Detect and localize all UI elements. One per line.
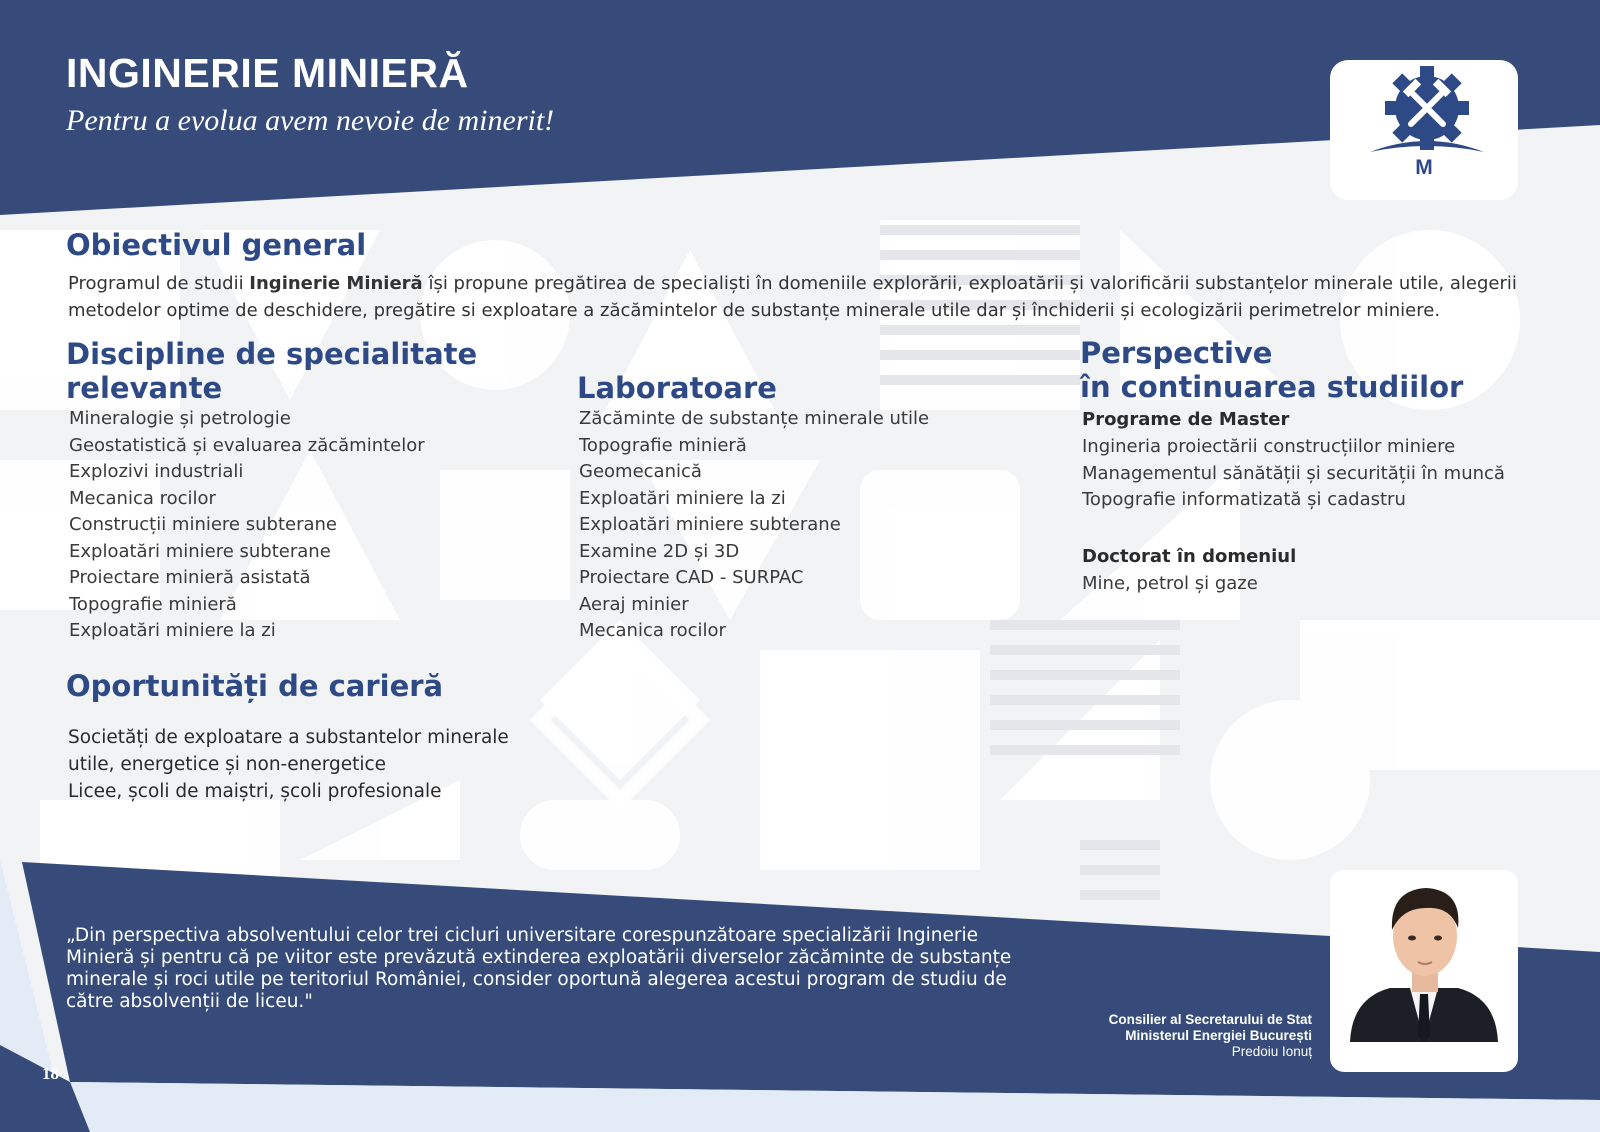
list-item: Mineralogie și petrologie	[69, 408, 291, 429]
master-list	[1082, 434, 1505, 514]
page-number: 18	[42, 1064, 59, 1083]
logo-letter: M	[1415, 156, 1433, 179]
disciplines-heading-line1: Discipline de specialitate	[66, 337, 478, 371]
list-item: Aeraj minier	[579, 593, 689, 615]
objective-heading: Obiectivul general	[66, 228, 367, 262]
doctorate-heading: Doctorat în domeniul	[1082, 546, 1297, 567]
gear-pickaxe-icon	[1330, 60, 1518, 160]
labs-list	[579, 406, 929, 645]
list-item: Construcții miniere subterane	[69, 514, 337, 535]
list-item: Geostatistică și evaluarea zăcămintelor	[69, 434, 425, 456]
author-role-line2: Ministerul Energiei București	[1125, 1028, 1312, 1043]
list-item: Exploatări miniere la zi	[579, 487, 786, 509]
page-subtitle: Pentru a evolua avem nevoie de minerit!	[66, 104, 555, 137]
page-title: INGINERIE MINIERĂ	[66, 50, 469, 96]
list-item: Managementul sănătății și securității în muncă	[1082, 462, 1505, 484]
list-item: Explozivi industriali	[69, 461, 244, 482]
disciplines-heading	[66, 337, 477, 405]
objective-program-name: Inginerie Minieră	[249, 273, 423, 294]
author-role-line1: Consilier al Secretarului de Stat	[1108, 1012, 1312, 1027]
list-item: Geomecanică	[579, 461, 702, 482]
careers-heading: Oportunități de carieră	[66, 669, 444, 703]
objective-text	[68, 270, 1528, 324]
list-item: Proiectare minieră asistată	[69, 567, 311, 588]
careers-list	[68, 724, 528, 805]
list-item: Mine, petrol și gaze	[1082, 573, 1258, 594]
objective-text-start: Programul de studii	[68, 273, 250, 294]
list-item: Exploatări miniere la zi	[69, 620, 276, 641]
author-name: Predoiu Ionuț	[1231, 1044, 1312, 1059]
list-item: Topografie minieră	[69, 593, 237, 615]
labs-heading: Laboratoare	[577, 371, 777, 405]
list-item: Exploatări miniere subterane	[579, 514, 841, 535]
author-photo	[1330, 870, 1518, 1072]
testimonial-quote: „Din perspectiva absolventului celor trei cicluri universitare corespunzătoare specializării Inginerie Minieră și pentru că pe viitor este prevăzută extinderea exploatării diverselor zăcăminte de substanțe minerale și roci utile pe teritoriul României, consider oportună alegerea acestui program de studiu de către absolvenții de liceu."	[66, 925, 1012, 1012]
disciplines-heading-line2: relevante	[66, 371, 223, 405]
list-item: Examine 2D și 3D	[579, 540, 740, 562]
list-item: Proiectare CAD - SURPAC	[579, 567, 804, 588]
person-portrait-icon	[1330, 870, 1518, 1072]
disciplines-list	[69, 406, 425, 645]
list-item: Mecanica rocilor	[579, 620, 726, 641]
list-item: Topografie informatizată și cadastru	[1082, 489, 1406, 510]
testimonial-author	[1109, 1012, 1312, 1060]
objective-text-end: își propune pregătirea de specialiști în domeniile explorării, exploatării și valorificării substanțelor minerale utile, alegerii metodelor optime de deschidere, pregătire si exploatare a zăcămintelor de substanțe minerale utile dar și închiderii și ecologizării perimetrelor miniere.	[68, 273, 1517, 321]
list-item: Exploatări miniere subterane	[69, 540, 331, 562]
list-item: Societăți de exploatare a substantelor minerale utile, energetice și non-energetice	[68, 727, 509, 775]
perspectives-heading-line1: Perspective	[1080, 336, 1273, 370]
list-item: Topografie minieră	[579, 434, 747, 456]
list-item: Zăcăminte de substanțe minerale utile	[579, 408, 930, 429]
perspectives-heading	[1080, 336, 1463, 404]
faculty-logo	[1330, 60, 1518, 200]
master-heading: Programe de Master	[1082, 409, 1290, 430]
perspectives-heading-line2: în continuarea studiilor	[1080, 370, 1464, 404]
list-item: Ingineria proiectării construcțiilor miniere	[1082, 436, 1456, 457]
list-item: Mecanica rocilor	[69, 487, 216, 509]
doctorate-list	[1082, 571, 1258, 598]
list-item: Licee, școli de maiștri, școli profesionale	[68, 781, 442, 802]
